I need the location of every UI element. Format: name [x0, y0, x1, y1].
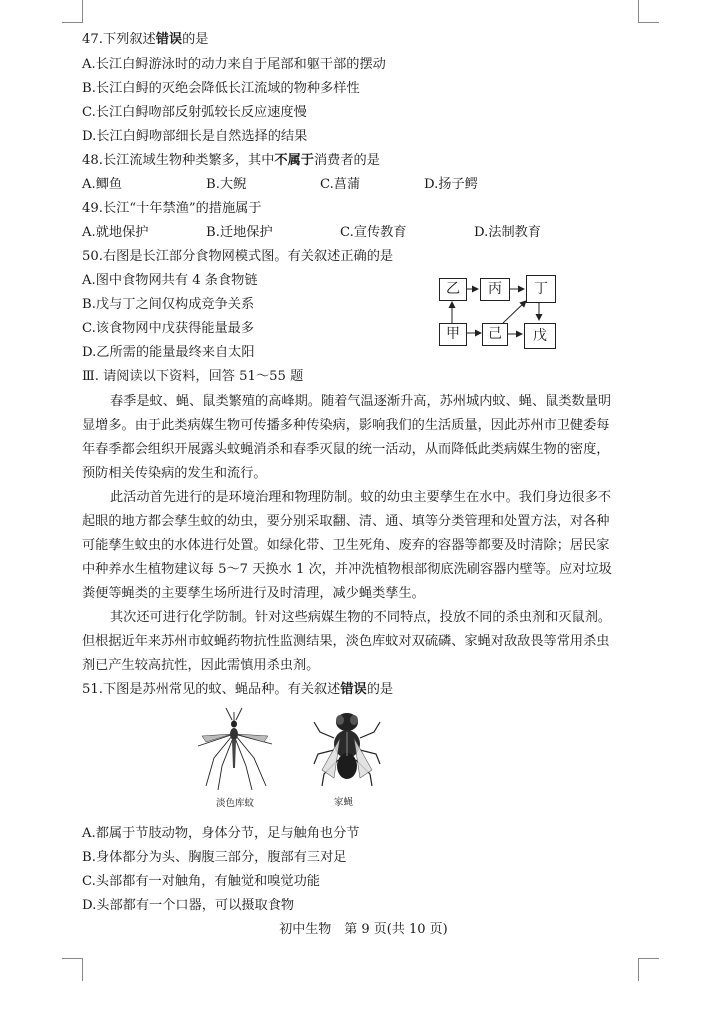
- q47-option-a: A.长江白鲟游泳时的动力来自于尾部和躯干部的摆动: [82, 57, 386, 72]
- q51-option-d: D.头部都有一个口器，可以摄取食物: [82, 898, 295, 913]
- passage-line: 此活动首先进行的是环境治理和物理防制。蚊的幼虫主要孳生在水中。我们身边很多不: [110, 490, 612, 505]
- passage-line: 显增多。由于此类病媒生物可传播多种传染病，影响我们的生活质量，因此苏州市卫健委每: [82, 418, 610, 433]
- node-bing: 丙: [480, 278, 510, 301]
- passage-line: 粪便等蝇类的主要孳生场所进行及时清理，减少蝇类孳生。: [82, 586, 425, 601]
- q49-option-d: D.法制教育: [474, 225, 542, 240]
- q48-options: [82, 177, 562, 193]
- q49-options: [82, 225, 602, 241]
- crop-mark-top-left: [62, 0, 83, 23]
- passage-line: 可能孳生蚊虫的水体进行处置。如绿化带、卫生死角、废弃的容器等都要及时清除；居民家: [82, 538, 610, 553]
- q51-stem: 51.下图是苏州常见的蚊、蝇品种。有关叙述错误的是: [82, 682, 394, 697]
- node-jia: 甲: [439, 323, 467, 346]
- q47-option-c: C.长江白鲟吻部反射弧较长反应速度慢: [82, 105, 307, 120]
- q51-option-c: C.头部都有一对触角，有触觉和嗅觉功能: [82, 874, 320, 889]
- mosquito-illustration: [196, 706, 276, 792]
- q48-option-b: B.大鲵: [206, 177, 247, 192]
- page-footer: 初中生物 第 9 页(共 10 页): [279, 922, 448, 937]
- passage-line: 年春季都会组织开展露头蚊蝇消杀和春季灭鼠的统一活动，从而降低此类病媒生物的密度，: [82, 442, 610, 457]
- q49-stem: 49.长江“十年禁渔”的措施属于: [82, 201, 262, 216]
- q50-option-a: A.图中食物网共有 4 条食物链: [82, 273, 258, 288]
- passage-line: 起眼的地方都会孳生蚊的幼虫，要分别采取翻、清、通、填等分类管理和处置方法，对各种: [82, 514, 610, 529]
- fly-illustration: [312, 708, 382, 790]
- caption-mosquito: 淡色库蚊: [216, 798, 255, 809]
- node-ji: 己: [482, 323, 508, 346]
- q48-option-c: C.菖蒲: [320, 177, 361, 192]
- arrow-ji-to-ding: [503, 301, 526, 323]
- node-ding: 丁: [526, 275, 556, 303]
- q50-stem: 50.右图是长江部分食物网模式图。有关叙述正确的是: [82, 249, 394, 264]
- crop-mark-top-right: [638, 0, 659, 23]
- passage-line: 春季是蚊、蝇、鼠类繁殖的高峰期。随着气温逐渐升高，苏州城内蚊、蝇、鼠类数量明: [110, 394, 612, 409]
- passage-line: 预防相关传染病的发生和流行。: [82, 466, 267, 481]
- q50-option-c: C.该食物网中戊获得能量最多: [82, 321, 255, 336]
- q50-option-d: D.乙所需的能量最终来自太阳: [82, 345, 255, 360]
- crop-mark-bottom-left: [62, 958, 83, 981]
- q47-option-b: B.长江白鲟的灭绝会降低长江流域的物种多样性: [82, 81, 360, 96]
- q47-option-d: D.长江白鲟吻部细长是自然选择的结果: [82, 129, 308, 144]
- caption-fly: 家蝇: [334, 797, 354, 808]
- passage-line: 其次还可进行化学防制。针对这些病媒生物的不同特点，投放不同的杀虫剂和灭鼠剂。: [110, 610, 612, 625]
- food-web-diagram: [436, 272, 558, 352]
- q51-option-a: A.都属于节肢动物，身体分节，足与触角也分节: [82, 826, 360, 841]
- q49-option-a: A.就地保护: [82, 225, 149, 240]
- passage-line: 中种养水生植物建议每 5～7 天换水 1 次，并冲洗植物根部彻底洗刷容器内壁等。应对垃圾: [82, 562, 612, 577]
- q48-stem: 48.长江流域生物种类繁多，其中不属于消费者的是: [82, 153, 380, 168]
- passage-line: 但根据近年来苏州市蚊蝇药物抗性监测结果，淡色库蚊对双硫磷、家蝇对敌敌畏等常用杀虫: [82, 634, 610, 649]
- q47-stem: 47.下列叙述错误的是: [82, 32, 209, 47]
- q49-option-c: C.宣传教育: [340, 225, 407, 240]
- q51-option-b: B.身体都分为头、胸腹三部分，腹部有三对足: [82, 850, 347, 865]
- q50-option-b: B.戊与丁之间仅构成竞争关系: [82, 297, 255, 312]
- section-3-heading: Ⅲ. 请阅读以下资料，回答 51～55 题: [82, 369, 304, 384]
- q48-option-d: D.扬子鳄: [424, 177, 478, 192]
- q48-option-a: A.鲫鱼: [82, 177, 123, 192]
- node-wu: 戊: [524, 323, 556, 349]
- passage-line: 剂已产生较高抗性，因此需慎用杀虫剂。: [82, 658, 320, 673]
- q49-option-b: B.迁地保护: [206, 225, 273, 240]
- crop-mark-bottom-right: [638, 958, 659, 981]
- node-yi: 乙: [439, 278, 467, 301]
